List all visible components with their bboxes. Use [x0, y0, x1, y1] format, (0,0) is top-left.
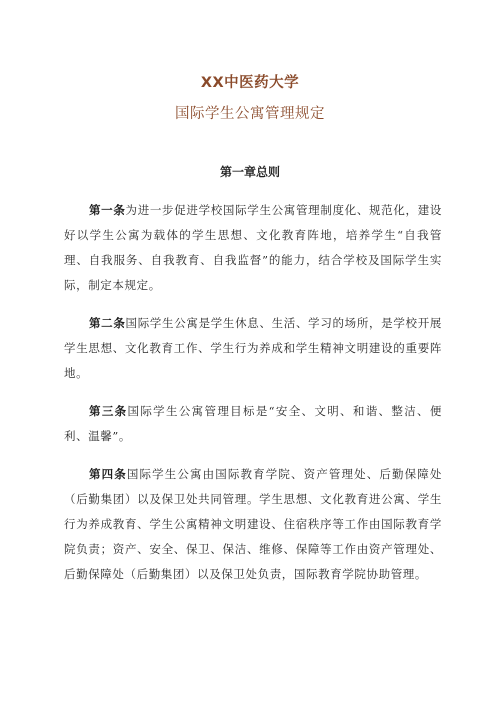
- article-2: [64, 311, 442, 386]
- article-text: 为进一步促进学校国际学生公寓管理制度化、规范化，建设好以学生公寓为载体的学生思想、文化教育阵地，培养学生“自我管理、自我服务、自我教育、自我监督”的能力，结合学校及国际学生实际，制定本规定。: [64, 203, 442, 292]
- article-4: [64, 462, 442, 587]
- article-3: [64, 399, 442, 449]
- document-title: XX中医药大学: [200, 75, 300, 91]
- chapter-heading: 第一章总则: [219, 165, 280, 179]
- article-label: 第一条: [89, 203, 126, 217]
- article-label: 第四条: [89, 467, 127, 481]
- article-text: 国际学生公寓是学生休息、生活、学习的场所，是学校开展学生思想、文化教育工作、学生行为养成和学生精神文明建设的重要阵地。: [64, 316, 442, 380]
- document-subtitle: 国际学生公寓管理规定: [175, 106, 325, 122]
- article-label: 第三条: [89, 404, 128, 418]
- article-text: 国际学生公寓管理目标是“安全、文明、和谐、整洁、便利、温馨”。: [64, 404, 442, 443]
- document-header: [0, 74, 500, 123]
- article-1: [64, 198, 442, 298]
- articles-section: [64, 198, 442, 600]
- article-text: 国际学生公寓由国际教育学院、资产管理处、后勤保障处（后勤集团）以及保卫处共同管理。学生思想、文化教育进公寓、学生行为养成教育、学生公寓精神文明建设、住宿秩序等工作由国际教育学院负责；资产、安全、保卫、保洁、维修、保障等工作由资产管理处、后勤保障处（后勤集团）以及保卫处负责，国际教育学院协助管理。: [64, 467, 442, 581]
- article-label: 第二条: [89, 316, 126, 330]
